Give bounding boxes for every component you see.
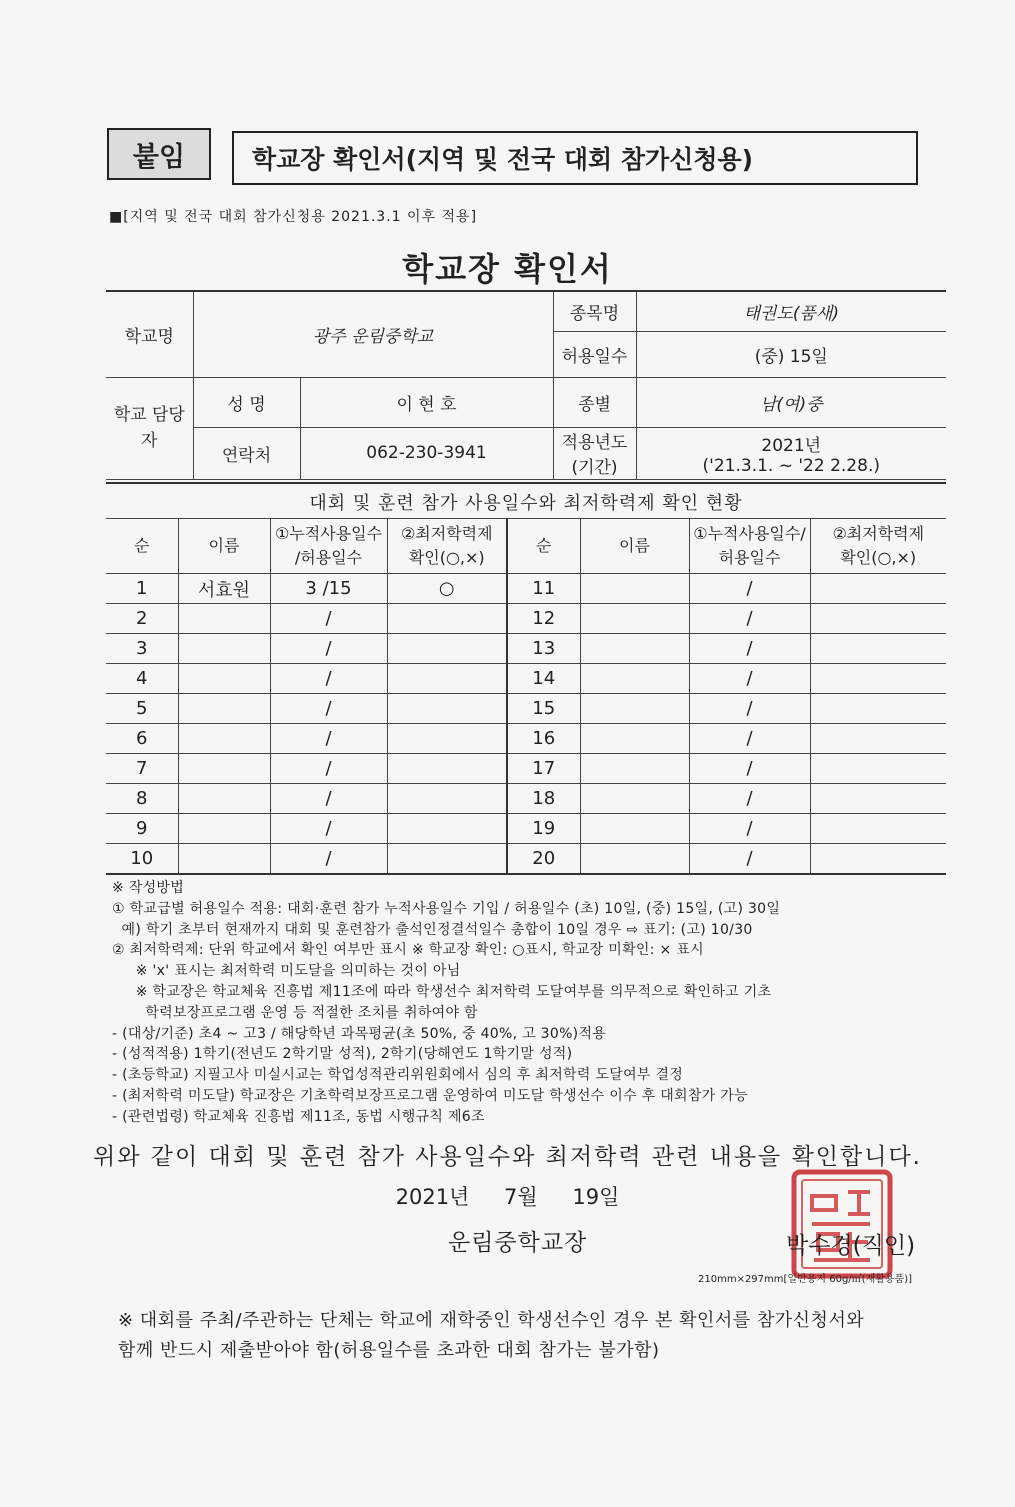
footer-line-1: ※ 대회를 주최/주관하는 단체는 학교에 재학중인 학생선수인 경우 본 확인서를 참가신청서와 — [118, 1310, 865, 1331]
attachment-label: 붙임 — [107, 128, 211, 180]
row-check-right — [810, 724, 946, 754]
instruction-line: - (관련법령) 학교체육 진흥법 제11조, 동법 시행규칙 제6조 — [112, 1108, 485, 1125]
row-name — [178, 814, 270, 844]
row-days: / — [270, 814, 387, 844]
col-check-header-right-line2: 확인(○,×) — [840, 548, 917, 567]
instruction-line: ① 학교급별 허용일수 적용: 대회·훈련 참가 누적사용일수 기입 / 허용일수 (초) 10일, (중) 15일, (고) 30일 — [112, 900, 781, 917]
col-check-header-right — [810, 519, 946, 574]
row-name — [178, 754, 270, 784]
table-row — [106, 694, 946, 724]
row-check — [387, 694, 507, 724]
table-row — [106, 844, 946, 875]
row-check-right — [810, 574, 946, 604]
row-name-right — [580, 724, 689, 754]
row-days: 3 /15 — [270, 574, 387, 604]
staff-label: 학교 담당자 — [106, 377, 193, 479]
instruction-line: - (최저학력 미도달) 학교장은 기초학력보장프로그램 운영하여 미도달 학생선수 이수 후 대회참가 가능 — [112, 1087, 748, 1104]
row-no-right: 12 — [507, 604, 580, 634]
row-name-right — [580, 634, 689, 664]
row-name — [178, 844, 270, 875]
contact-value: 062-230-3941 — [300, 427, 553, 479]
row-check-right — [810, 814, 946, 844]
row-days: / — [270, 664, 387, 694]
allowed-days-label: 허용일수 — [553, 331, 636, 377]
instructions — [112, 878, 942, 1128]
row-no: 3 — [106, 634, 178, 664]
table-header-row — [106, 519, 946, 574]
row-days-right: / — [689, 754, 810, 784]
row-name-right — [580, 604, 689, 634]
row-check — [387, 814, 507, 844]
row-days-right: / — [689, 844, 810, 875]
row-name-right — [580, 694, 689, 724]
year-label-line2: (기간) — [571, 458, 618, 478]
row-no-right: 13 — [507, 634, 580, 664]
row-days-right: / — [689, 724, 810, 754]
row-name-right — [580, 754, 689, 784]
col-no-header-right: 순 — [507, 519, 580, 574]
school-name-label: 학교명 — [106, 291, 193, 377]
row-name — [178, 694, 270, 724]
date-year: 2021년 — [395, 1185, 470, 1209]
table-row — [106, 784, 946, 814]
principal-name: 박수경(직인) — [786, 1233, 916, 1259]
year-value-line1: 2021년 — [761, 435, 822, 456]
instruction-line: ② 최저학력제: 단위 학교에서 확인 여부만 표시 ※ 학교장 확인: ○표시, 학교장 미확인: × 표시 — [112, 942, 704, 959]
school-principal: 운림중학교장 — [448, 1230, 588, 1256]
row-no: 2 — [106, 604, 178, 634]
col-days-header — [270, 519, 387, 574]
row-check — [387, 724, 507, 754]
row-name — [178, 664, 270, 694]
row-days-right: / — [689, 784, 810, 814]
table-row — [106, 574, 946, 604]
row-check — [387, 604, 507, 634]
col-check-header — [387, 519, 507, 574]
row-days-right: / — [689, 634, 810, 664]
row-days-right: / — [689, 814, 810, 844]
row-no-right: 11 — [507, 574, 580, 604]
instruction-line: ※ 학교장은 학교체육 진흥법 제11조에 따라 학생선수 최저학력 도달여부를 의무적으로 확인하고 기초 — [112, 983, 772, 1000]
row-check-right — [810, 754, 946, 784]
row-no-right: 18 — [507, 784, 580, 814]
row-name — [178, 604, 270, 634]
event-label: 종목명 — [553, 291, 636, 331]
instruction-line: - (대상/기준) 초4 ~ 고3 / 해당학년 과목평균(초 50%, 중 40%, 고 30%)적용 — [112, 1025, 607, 1042]
row-check: ○ — [387, 574, 507, 604]
row-days-right: / — [689, 694, 810, 724]
row-no-right: 15 — [507, 694, 580, 724]
row-no-right: 16 — [507, 724, 580, 754]
row-check-right — [810, 604, 946, 634]
table-row — [106, 754, 946, 784]
row-check-right — [810, 664, 946, 694]
row-no: 8 — [106, 784, 178, 814]
row-check-right — [810, 634, 946, 664]
footer-line-2: 함께 반드시 제출받아야 함(허용일수를 초과한 대회 참가는 불가함) — [118, 1340, 660, 1361]
row-no: 5 — [106, 694, 178, 724]
row-no: 9 — [106, 814, 178, 844]
col-days-header-right — [689, 519, 810, 574]
row-days-right: / — [689, 664, 810, 694]
official-seal-stamp — [790, 1168, 894, 1280]
row-no: 1 — [106, 574, 178, 604]
applicability-note: ■[지역 및 전국 대회 참가신청용 2021.3.1 이후 적용] — [109, 209, 478, 225]
year-label — [553, 427, 636, 479]
row-days: / — [270, 844, 387, 875]
row-check — [387, 844, 507, 875]
col-no-header: 순 — [106, 519, 178, 574]
row-days: / — [270, 634, 387, 664]
col-days-header-right-line2: 허용일수 — [718, 548, 781, 567]
name-value: 이 현 호 — [300, 377, 553, 427]
row-no-right: 19 — [507, 814, 580, 844]
page-title: 학교장 확인서 — [402, 250, 613, 288]
row-name-right — [580, 814, 689, 844]
row-check-right — [810, 694, 946, 724]
row-name: 서효원 — [178, 574, 270, 604]
year-value — [636, 427, 946, 479]
col-check-header-line1: ②최저학력제 — [400, 524, 493, 543]
row-days-right: / — [689, 574, 810, 604]
row-no: 7 — [106, 754, 178, 784]
row-days-right: / — [689, 604, 810, 634]
event-value: 태권도(품새) — [636, 291, 946, 331]
header-title: 학교장 확인서(지역 및 전국 대회 참가신청용) — [232, 131, 918, 185]
date-day: 19일 — [572, 1185, 620, 1209]
contact-label: 연락처 — [193, 427, 300, 479]
row-check — [387, 754, 507, 784]
table-row — [106, 634, 946, 664]
school-name-value: 광주 운림중학교 — [193, 291, 553, 377]
table-row — [106, 604, 946, 634]
col-days-header-line2: /허용일수 — [294, 548, 363, 567]
row-no: 10 — [106, 844, 178, 875]
row-no-right: 17 — [507, 754, 580, 784]
table-row — [106, 664, 946, 694]
col-days-header-right-line1: ①누적사용일수/ — [693, 524, 806, 543]
row-no-right: 20 — [507, 844, 580, 875]
instruction-line: - (성적적용) 1학기(전년도 2학기말 성적), 2학기(당해연도 1학기말 성적) — [112, 1046, 573, 1063]
allowed-days-value: (중) 15일 — [636, 331, 946, 377]
row-no: 4 — [106, 664, 178, 694]
instruction-line: - (초등학교) 지필고사 미실시교는 학업성적관리위원회에서 심의 후 최저학력 도달여부 결정 — [112, 1067, 684, 1084]
year-label-line1: 적용년도 — [561, 433, 628, 453]
usage-table — [106, 518, 946, 875]
row-check-right — [810, 844, 946, 875]
name-label: 성 명 — [193, 377, 300, 427]
row-name-right — [580, 574, 689, 604]
section-heading: 대회 및 훈련 참가 사용일수와 최저학력제 확인 현황 — [106, 482, 946, 520]
date-month: 7월 — [504, 1185, 538, 1209]
table-row — [106, 814, 946, 844]
col-name-header-right: 이름 — [580, 519, 689, 574]
row-days: / — [270, 784, 387, 814]
row-name — [178, 634, 270, 664]
school-info-table — [106, 290, 946, 480]
row-days: / — [270, 604, 387, 634]
row-days: / — [270, 694, 387, 724]
instruction-line: ※ 'x' 표시는 최저학력 미도달을 의미하는 것이 아님 — [112, 963, 461, 980]
instruction-line: 학력보장프로그램 운영 등 적절한 조치를 취하여야 함 — [112, 1004, 478, 1021]
col-check-header-line2: 확인(○,×) — [408, 548, 485, 567]
table-row — [106, 724, 946, 754]
footer-note — [118, 1306, 918, 1366]
instruction-line: 예) 학기 초부터 현재까지 대회 및 훈련참가 출석인정결석일수 총합이 10일 경우 ⇨ 표기: (고) 10/30 — [112, 921, 753, 938]
row-check — [387, 634, 507, 664]
row-no: 6 — [106, 724, 178, 754]
type-value: 남(여)중 — [636, 377, 946, 427]
type-label: 종별 — [553, 377, 636, 427]
row-check — [387, 784, 507, 814]
row-check — [387, 664, 507, 694]
col-check-header-right-line1: ②최저학력제 — [832, 524, 925, 543]
row-no-right: 14 — [507, 664, 580, 694]
row-name-right — [580, 844, 689, 875]
col-name-header: 이름 — [178, 519, 270, 574]
row-check-right — [810, 784, 946, 814]
row-name-right — [580, 664, 689, 694]
row-name — [178, 724, 270, 754]
row-days: / — [270, 724, 387, 754]
paper-spec: 210mm×297mm[일반용지 60g/㎡(재활용품)] — [698, 1274, 913, 1285]
row-name — [178, 784, 270, 814]
row-name-right — [580, 784, 689, 814]
confirmation-text: 위와 같이 대회 및 훈련 참가 사용일수와 최저학력 관련 내용을 확인합니다. — [93, 1144, 922, 1170]
row-days: / — [270, 754, 387, 784]
instruction-line: ※ 작성방법 — [112, 880, 185, 896]
year-value-line2: ('21.3.1. ~ '22 2.28.) — [702, 455, 880, 476]
col-days-header-line1: ①누적사용일수 — [274, 524, 383, 543]
